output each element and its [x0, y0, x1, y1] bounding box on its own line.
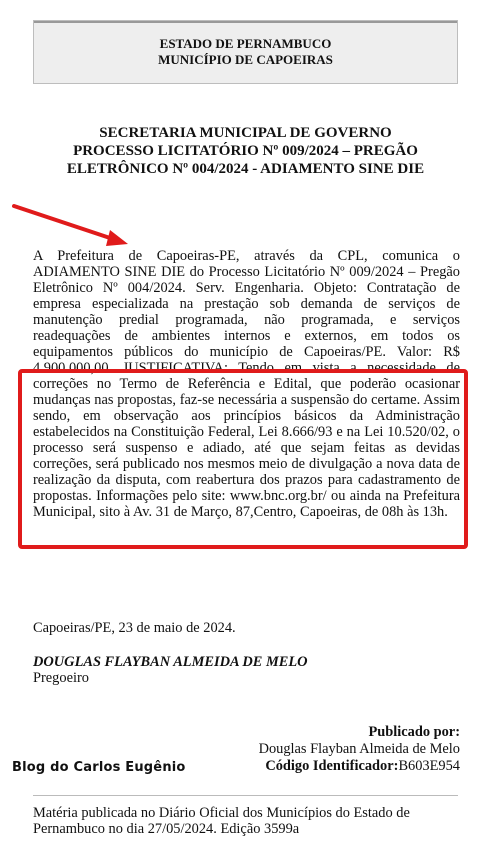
- identifier-code: B603E954: [398, 758, 460, 774]
- published-by-label: Publicado por:: [368, 724, 460, 740]
- title-line-1: SECRETARIA MUNICIPAL DE GOVERNO: [99, 125, 392, 141]
- publication-footer: Matéria publicada no Diário Oficial dos Municípios do Estado de Pernambuco no dia 27/05/2024. Edição 3599a: [33, 805, 410, 837]
- publication-info: [259, 724, 460, 775]
- blog-watermark: Blog do Carlos Eugênio: [12, 760, 186, 775]
- notice-paragraph: A Prefeitura de Capoeiras-PE, através da CPL, comunica o ADIAMENTO SINE DIE do Processo Licitatório Nº 009/2024 – Pregão Eletrônico Nº 004/2024. Serv. Engenharia. Objeto: Contratação de empresa especializada na prestação sob demanda de serviços de manutenção predial programada, não programada, e serviços readequações de ambientes internos e externos, em todos os equipamentos públicos do município de Capoeiras/PE. Valor: R$ 4.900.000,00. JUSTIFICATIVA: Tendo em vista a necessidade de correções no Termo de Referência e Edital, que poderão ocasionar mudanças nas propostas, faz-se necessária a suspensão do certame. Assim sendo, em observação aos princípios básicos da Administração estabelecidos na Constituição Federal, Lei 8.666/93 e na Lei 10.520/02, o processo será suspenso e adiado, até que sejam feitas as devidas correções, será publicado nos mesmos meio de divulgação a nova data de realização da disputa, com reabertura dos prazos para cadastramento de propostas. Informações pelo site: www.bnc.org.br/ ou ainda na Prefeitura Municipal, sito à Av. 31 de Março, 87,Centro, Capoeiras, de 08h às 13h.: [33, 248, 460, 520]
- state-header-box: [33, 20, 458, 84]
- document-title: [33, 124, 458, 178]
- date-line: Capoeiras/PE, 23 de maio de 2024.: [33, 620, 236, 636]
- identifier-label: Código Identificador:: [265, 758, 399, 774]
- title-line-3: ELETRÔNICO Nº 004/2024 - ADIAMENTO SINE DIE: [66, 161, 425, 177]
- state-name: ESTADO DE PERNAMBUCO: [159, 36, 332, 51]
- signer-name: DOUGLAS FLAYBAN ALMEIDA DE MELO: [33, 654, 308, 670]
- justification-highlight-box: [18, 369, 468, 549]
- red-arrow-icon: [10, 200, 130, 250]
- signer-role: Pregoeiro: [33, 670, 89, 686]
- municipality-name: MUNICÍPIO DE CAPOEIRAS: [158, 52, 333, 67]
- title-line-2: PROCESSO LICITATÓRIO Nº 009/2024 – PREGÃO: [73, 143, 418, 159]
- publisher-name: Douglas Flayban Almeida de Melo: [258, 741, 460, 757]
- identifier-line: [259, 758, 460, 775]
- footer-divider: [33, 795, 458, 796]
